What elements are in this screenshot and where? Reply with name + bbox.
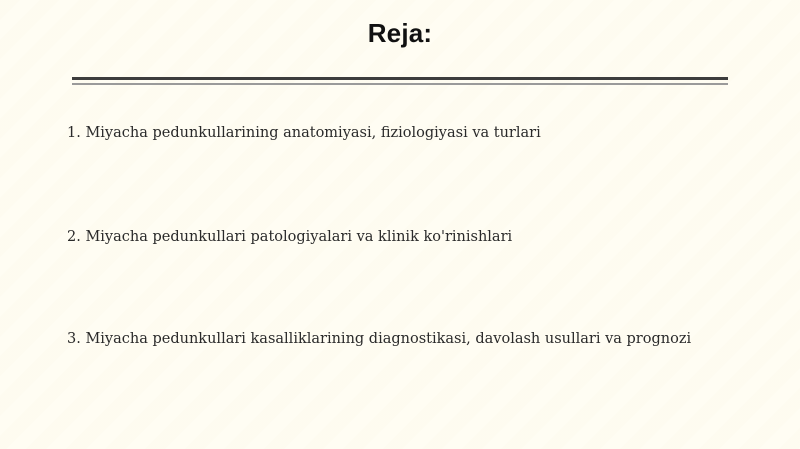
title-divider-thick	[72, 77, 728, 80]
title-divider-thin	[72, 83, 728, 85]
plan-item-1: 1. Miyacha pedunkullarining anatomiyasi, fiziologiyasi va turlari	[67, 125, 541, 141]
slide-title: Reja:	[367, 18, 433, 48]
plan-item-2: 2. Miyacha pedunkullari patologiyalari va klinik ko'rinishlari	[67, 229, 513, 245]
plan-item-3: 3. Miyacha pedunkullari kasalliklarining diagnostikasi, davolash usullari va prognozi	[67, 331, 692, 347]
